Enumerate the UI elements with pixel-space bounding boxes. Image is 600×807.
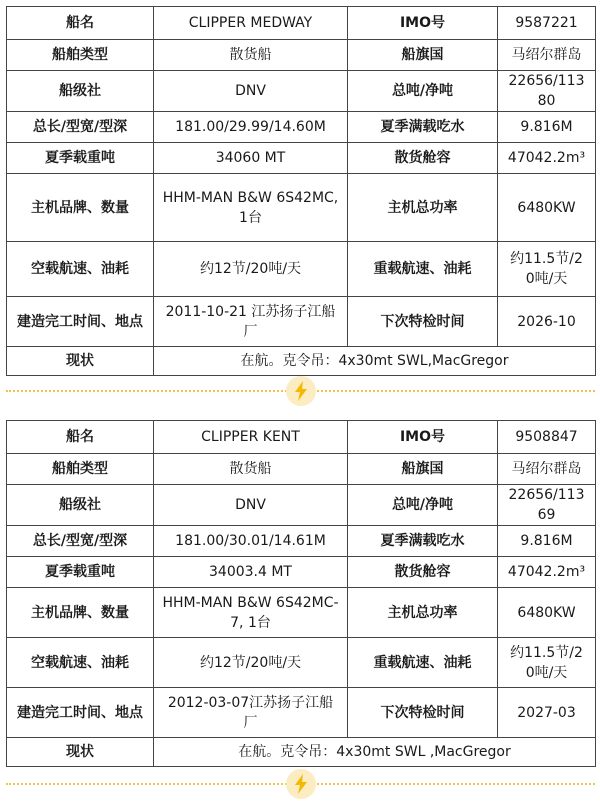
ship-type-value: 散货船: [154, 454, 348, 485]
ship-spec-table-1: [6, 6, 596, 376]
lightning-bolt-icon: [286, 376, 316, 406]
deadweight-label: 夏季载重吨: [7, 557, 154, 588]
flag-label: 船旗国: [348, 454, 498, 485]
imo-value: 9508847: [498, 421, 596, 454]
laden-speed-value: 约11.5节/20吨/天: [498, 638, 596, 688]
lightning-bolt-icon: [286, 769, 316, 799]
table-row: [7, 526, 596, 557]
ballast-speed-label: 空载航速、油耗: [7, 242, 154, 297]
deadweight-value: 34060 MT: [154, 143, 348, 174]
flag-label: 船旗国: [348, 40, 498, 71]
class-label: 船级社: [7, 71, 154, 112]
class-label: 船级社: [7, 485, 154, 526]
engine-value: HHM-MAN B&W 6S42MC-7, 1台: [154, 588, 348, 638]
ship-type-label: 船舶类型: [7, 454, 154, 485]
table-row: [7, 71, 596, 112]
tonnage-label: 总吨/净吨: [348, 71, 498, 112]
capacity-value: 47042.2m³: [498, 557, 596, 588]
tonnage-value: 22656/11380: [498, 71, 596, 112]
draft-label: 夏季满载吃水: [348, 112, 498, 143]
ship-spec-table-2: [6, 420, 596, 767]
table-row: [7, 557, 596, 588]
ship-name-value: CLIPPER KENT: [154, 421, 348, 454]
table-row: [7, 112, 596, 143]
class-value: DNV: [154, 485, 348, 526]
status-value: 在航。克令吊：4x30mt SWL ,MacGregor: [154, 738, 596, 767]
tonnage-value: 22656/11369: [498, 485, 596, 526]
table-row: [7, 738, 596, 767]
flag-value: 马绍尔群岛: [498, 40, 596, 71]
table-row: [7, 7, 596, 40]
engine-label: 主机品牌、数量: [7, 588, 154, 638]
table-row: [7, 297, 596, 347]
dimensions-value: 181.00/29.99/14.60M: [154, 112, 348, 143]
ship-type-value: 散货船: [154, 40, 348, 71]
capacity-label: 散货舱容: [348, 143, 498, 174]
survey-value: 2026-10: [498, 297, 596, 347]
deadweight-label: 夏季载重吨: [7, 143, 154, 174]
ship-name-value: CLIPPER MEDWAY: [154, 7, 348, 40]
status-label: 现状: [7, 347, 154, 376]
engine-value: HHM-MAN B&W 6S42MC, 1台: [154, 174, 348, 242]
build-value: 2012-03-07江苏扬子江船厂: [154, 688, 348, 738]
table-row: [7, 638, 596, 688]
laden-speed-label: 重载航速、油耗: [348, 638, 498, 688]
table-row: [7, 421, 596, 454]
dimensions-label: 总长/型宽/型深: [7, 112, 154, 143]
table-row: [7, 588, 596, 638]
laden-speed-value: 约11.5节/20吨/天: [498, 242, 596, 297]
section-divider: [6, 767, 595, 801]
dimensions-value: 181.00/30.01/14.61M: [154, 526, 348, 557]
table-row: [7, 688, 596, 738]
survey-value: 2027-03: [498, 688, 596, 738]
section-divider: [6, 374, 595, 408]
flag-value: 马绍尔群岛: [498, 454, 596, 485]
build-label: 建造完工时间、地点: [7, 297, 154, 347]
table-row: [7, 347, 596, 376]
draft-value: 9.816M: [498, 112, 596, 143]
ballast-speed-value: 约12节/20吨/天: [154, 242, 348, 297]
table-row: [7, 143, 596, 174]
build-label: 建造完工时间、地点: [7, 688, 154, 738]
survey-label: 下次特检时间: [348, 688, 498, 738]
power-value: 6480KW: [498, 588, 596, 638]
power-value: 6480KW: [498, 174, 596, 242]
survey-label: 下次特检时间: [348, 297, 498, 347]
imo-label: IMO号: [348, 7, 498, 40]
ship-name-label: 船名: [7, 7, 154, 40]
capacity-label: 散货舱容: [348, 557, 498, 588]
power-label: 主机总功率: [348, 174, 498, 242]
imo-value: 9587221: [498, 7, 596, 40]
table-row: [7, 242, 596, 297]
status-label: 现状: [7, 738, 154, 767]
ship-type-label: 船舶类型: [7, 40, 154, 71]
ballast-speed-value: 约12节/20吨/天: [154, 638, 348, 688]
table-row: [7, 40, 596, 71]
draft-value: 9.816M: [498, 526, 596, 557]
imo-label: IMO号: [348, 421, 498, 454]
deadweight-value: 34003.4 MT: [154, 557, 348, 588]
power-label: 主机总功率: [348, 588, 498, 638]
table-row: [7, 485, 596, 526]
dimensions-label: 总长/型宽/型深: [7, 526, 154, 557]
ship-name-label: 船名: [7, 421, 154, 454]
draft-label: 夏季满载吃水: [348, 526, 498, 557]
class-value: DNV: [154, 71, 348, 112]
tonnage-label: 总吨/净吨: [348, 485, 498, 526]
ballast-speed-label: 空载航速、油耗: [7, 638, 154, 688]
table-row: [7, 174, 596, 242]
table-row: [7, 454, 596, 485]
laden-speed-label: 重载航速、油耗: [348, 242, 498, 297]
status-value: 在航。克令吊：4x30mt SWL,MacGregor: [154, 347, 596, 376]
build-value: 2011-10-21 江苏扬子江船厂: [154, 297, 348, 347]
engine-label: 主机品牌、数量: [7, 174, 154, 242]
capacity-value: 47042.2m³: [498, 143, 596, 174]
